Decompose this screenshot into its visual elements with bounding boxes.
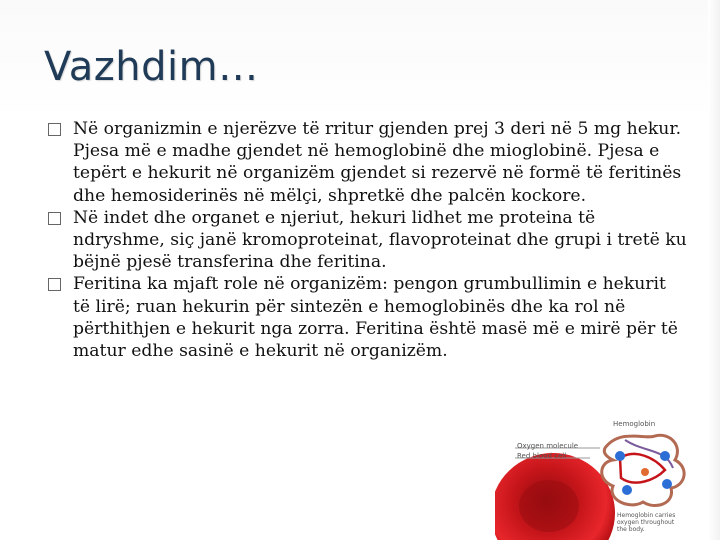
bullet-text: Feritina ka mjaft role në organizëm: pengon grumbullimin e hekurit të lirë; ruan hekurin për sintezën e hemoglobinës dhe ka rol në përthithjen e hekurit nga zorra. Feritina është masë më e mirë për të matur edhe sasinë e hekurit në organizëm. [73, 274, 678, 362]
bullet-item [48, 118, 688, 207]
slide-title: Vazhdim… [44, 44, 259, 90]
hemoglobin-caption [617, 512, 675, 533]
red-blood-cell-label: Red blood cell [517, 452, 567, 460]
blood-cell-diagram [495, 418, 720, 540]
caption-line: the body. [617, 526, 645, 533]
oxygen-molecule-label: Oxygen molecule [517, 442, 579, 450]
bullet-box-icon [48, 212, 61, 225]
bullet-text: Në organizmin e njerëzve të rritur gjenden prej 3 deri në 5 mg hekur. Pjesa më e madhe gjendet në hemoglobinë dhe mioglobinë. Pjesa e tepërt e hekurit në organizëm gjendet si rezervë në formë të feritinës dhe hemosiderinës në mëlçi, shpretkë dhe palcën kockore. [73, 119, 682, 206]
bullet-item [48, 207, 688, 274]
hemoglobin-label: Hemoglobin [613, 420, 656, 428]
caption-line: oxygen throughout [617, 519, 675, 526]
caption-line: Hemoglobin carries [617, 512, 676, 519]
hemoglobin-illustration [495, 418, 720, 540]
bullet-box-icon [48, 278, 61, 291]
bullet-item [48, 273, 688, 362]
bullet-box-icon [48, 123, 61, 136]
bullet-text: Në indet dhe organet e njeriut, hekuri lidhet me proteina të ndryshme, siç janë kromoproteinat, flavoproteinat dhe grupi i tretë ku bëjnë pjesë transferina dhe feritina. [73, 207, 687, 273]
bullet-list [48, 118, 688, 362]
red-blood-cell-dimple [519, 480, 579, 532]
hemoglobin-protein-icon [602, 435, 684, 505]
